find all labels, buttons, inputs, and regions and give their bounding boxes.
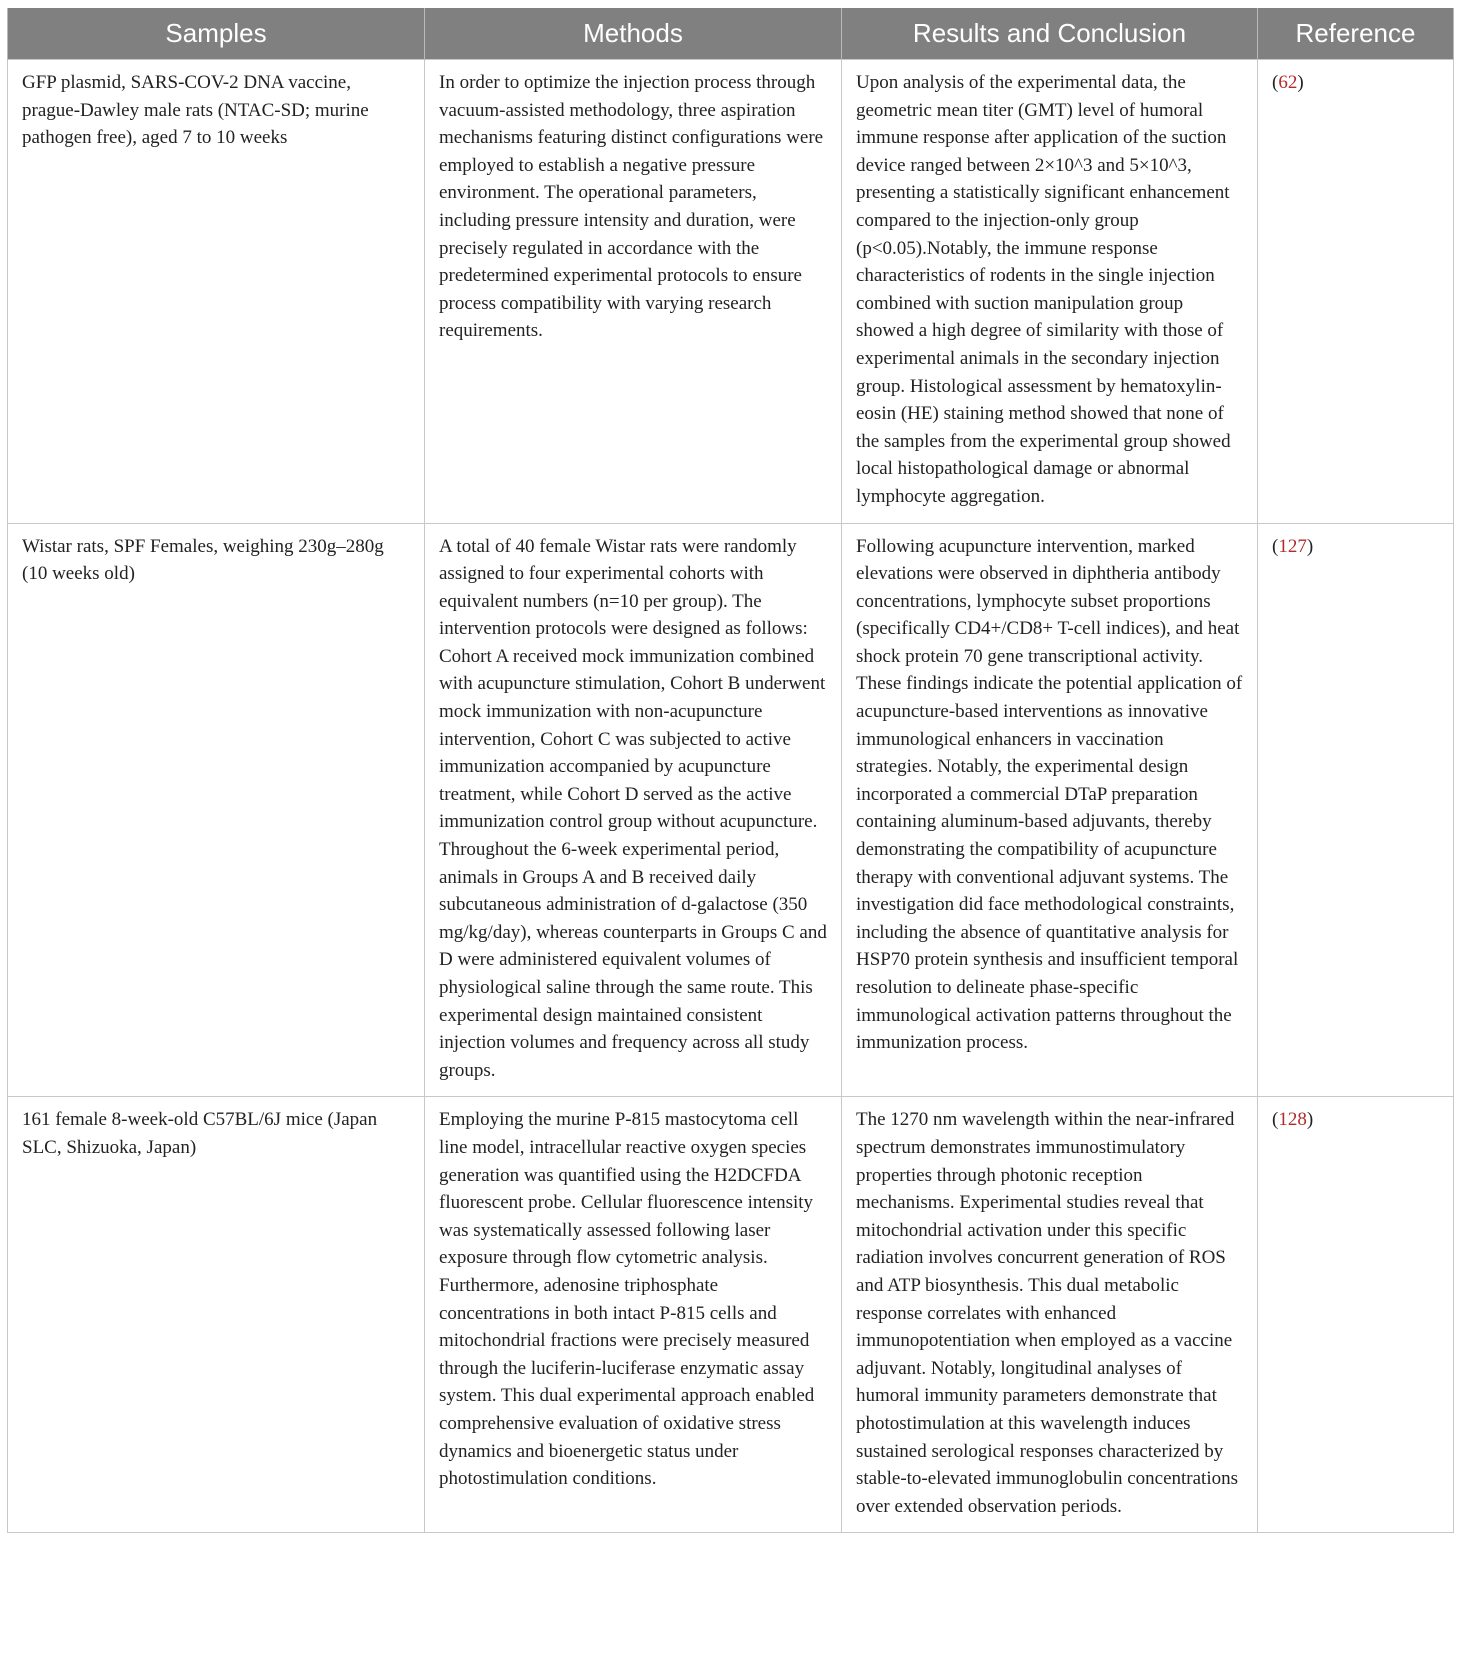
methods-cell: A total of 40 female Wistar rats were randomly assigned to four experimental cohorts with equivalent numbers (n=10 per group). The intervention protocols were designed as follows: Cohort A received mock immunization combined with acupuncture stimulation, Cohort B underwent mock immunization with non-acupuncture intervention, Cohort C was subjected to active immunization accompanied by acupuncture treatment, while Cohort D served as the active immunization control group without acupuncture. Throughout the 6-week experimental period, animals in Groups A and B received daily subcutaneous administration of d-galactose (350 mg/kg/day), whereas counterparts in Groups C and D were administered equivalent volumes of physiological saline through the same route. This experimental design maintained consistent injection volumes and frequency across all study groups. [425,523,842,1097]
methods-cell: In order to optimize the injection process through vacuum-assisted methodology, three aspiration mechanisms featuring distinct configurations were employed to establish a negative pressure environment. The operational parameters, including pressure intensity and duration, were precisely regulated in accordance with the predetermined experimental protocols to ensure process compatibility with varying research requirements. [425,60,842,524]
table-row [8,1097,1454,1533]
results-cell: Following acupuncture intervention, marked elevations were observed in diphtheria antibody concentrations, lymphocyte subset proportions (specifically CD4+/CD8+ T-cell indices), and heat shock protein 70 gene transcriptional activity. These findings indicate the potential application of acupuncture-based interventions as innovative immunological enhancers in vaccination strategies. Notably, the experimental design incorporated a commercial DTaP preparation containing aluminum-based adjuvants, thereby demonstrating the compatibility of acupuncture therapy with conventional adjuvant systems. The investigation did face methodological constraints, including the absence of quantitative analysis for HSP70 protein synthesis and insufficient temporal resolution to delineate phase-specific immunological activation patterns throughout the immunization process. [842,523,1258,1097]
samples-cell: GFP plasmid, SARS-COV-2 DNA vaccine, prague-Dawley male rats (NTAC-SD; murine pathogen free), aged 7 to 10 weeks [8,60,425,524]
data-table [7,8,1454,1533]
reference-link[interactable]: 128 [1278,1109,1307,1131]
header-reference: Reference [1258,8,1454,60]
samples-cell: Wistar rats, SPF Females, weighing 230g–280g (10 weeks old) [8,523,425,1097]
header-results: Results and Conclusion [842,8,1258,60]
reference-link[interactable]: 62 [1278,72,1298,93]
table-row [8,60,1454,524]
table-row [8,523,1454,1097]
reference-cell: (127) [1258,523,1454,1097]
methods-cell: Employing the murine P-815 mastocytoma cell line model, intracellular reactive oxygen species generation was quantified using the H2DCFDA fluorescent probe. Cellular fluorescence intensity was systematically assessed following laser exposure through flow cytometric analysis. Furthermore, adenosine triphosphate concentrations in both intact P-815 cells and mitochondrial fractions were precisely measured through the luciferin-luciferase enzymatic assay system. This dual experimental approach enabled comprehensive evaluation of oxidative stress dynamics and bioenergetic status under photostimulation conditions. [425,1097,842,1533]
header-row [8,8,1454,60]
header-methods: Methods [425,8,842,60]
results-cell: The 1270 nm wavelength within the near-infrared spectrum demonstrates immunostimulatory properties through photonic reception mechanisms. Experimental studies reveal that mitochondrial activation under this specific radiation involves concurrent generation of ROS and ATP biosynthesis. This dual metabolic response correlates with enhanced immunopotentiation when employed as a vaccine adjuvant. Notably, longitudinal analyses of humoral immunity parameters demonstrate that photostimulation at this wavelength induces sustained serological responses characterized by stable-to-elevated immunoglobulin concentrations over extended observation periods. [842,1097,1258,1533]
reference-cell: (128) [1258,1097,1454,1533]
results-cell: Upon analysis of the experimental data, the geometric mean titer (GMT) level of humoral immune response after application of the suction device ranged between 2×10^3 and 5×10^3, presenting a statistically significant enhancement compared to the injection-only group (p<0.05).Notably, the immune response characteristics of rodents in the single injection combined with suction manipulation group showed a high degree of similarity with those of experimental animals in the secondary injection group. Histological assessment by hematoxylin-eosin (HE) staining method showed that none of the samples from the experimental group showed local histopathological damage or abnormal lymphocyte aggregation. [842,60,1258,524]
reference-cell: (62) [1258,60,1454,524]
data-table-container [7,8,1453,1533]
samples-cell: 161 female 8-week-old C57BL/6J mice (Japan SLC, Shizuoka, Japan) [8,1097,425,1533]
header-samples: Samples [8,8,425,60]
reference-link[interactable]: 127 [1278,535,1307,557]
